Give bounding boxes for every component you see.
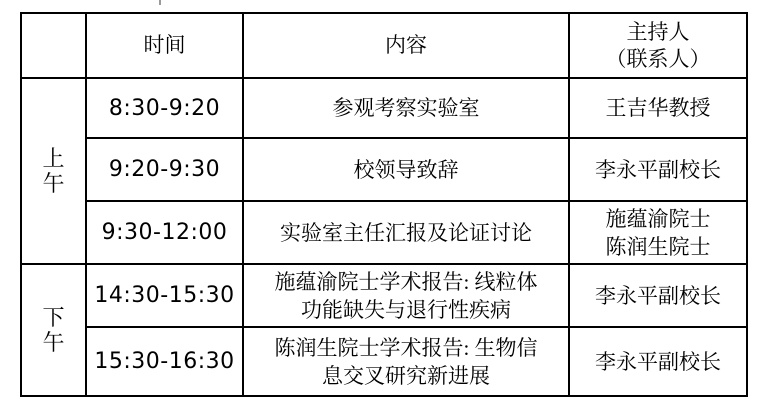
host-cell-row5: [569, 327, 747, 396]
period-cell-afternoon: [21, 264, 86, 396]
period-afternoon-char2: 午: [42, 330, 65, 355]
content-cell-row1: [243, 78, 569, 138]
content-cell-row3: [243, 201, 569, 264]
time-cell-row1: [86, 78, 243, 138]
content-line-2: 功能缺失与退行性疾病: [301, 297, 511, 322]
header-cell-host: [569, 13, 747, 78]
schedule-row-4: [21, 264, 747, 327]
host-cell-row4: [569, 264, 747, 327]
period-morning-char1: 上: [42, 146, 65, 171]
top-edge-artifact: [159, 0, 161, 5]
host-line: 李永平副校长: [595, 349, 721, 374]
time-text: 14:30-15:30: [94, 283, 235, 308]
content-line: 参观考察实验室: [332, 96, 480, 120]
host-line-2: 陈润生院士: [605, 234, 711, 259]
content-cell-row4: [243, 264, 569, 327]
header-cell-time: [86, 13, 243, 78]
host-cell-row1: [569, 78, 747, 138]
header-time-label: 时间: [143, 33, 186, 57]
schedule-row-3: [21, 201, 747, 264]
time-cell-row2: [86, 138, 243, 201]
time-text: 8:30-9:20: [108, 95, 221, 121]
period-cell-morning: [21, 78, 86, 264]
time-text: 9:30-12:00: [101, 220, 228, 245]
time-cell-row3: [86, 201, 243, 264]
content-line-1: 施蕴渝院士学术报告: 线粒体: [274, 269, 538, 294]
period-afternoon-char1: 下: [42, 305, 65, 330]
header-row: [21, 13, 747, 78]
host-cell-row2: [569, 138, 747, 201]
time-cell-row4: [86, 264, 243, 327]
content-cell-row5: [243, 327, 569, 396]
time-text: 9:20-9:30: [108, 157, 221, 182]
schedule-row-2: [21, 138, 747, 201]
host-cell-row3: [569, 201, 747, 264]
time-cell-row5: [86, 327, 243, 396]
content-line-1: 陈润生院士学术报告: 生物信: [274, 335, 538, 360]
time-text: 15:30-16:30: [94, 349, 235, 374]
host-line: 王吉华教授: [605, 96, 711, 120]
host-line: 李永平副校长: [595, 157, 721, 182]
content-line-2: 息交叉研究新进展: [322, 363, 490, 388]
content-line: 校领导致辞: [353, 157, 459, 182]
host-line: 李永平副校长: [595, 283, 721, 308]
content-cell-row2: [243, 138, 569, 201]
host-line-1: 施蕴渝院士: [605, 206, 711, 231]
content-line: 实验室主任汇报及论证讨论: [280, 220, 532, 245]
header-host-label-line1: 主持人: [626, 19, 690, 44]
period-morning-char2: 午: [42, 171, 65, 196]
schedule-row-5: [21, 327, 747, 396]
header-host-label-line2: （联系人）: [605, 46, 711, 71]
schedule-row-1: [21, 78, 747, 138]
header-content-label: 内容: [385, 33, 427, 57]
header-cell-content: [243, 13, 569, 78]
header-cell-period: [21, 13, 86, 78]
schedule-table: [20, 12, 748, 397]
